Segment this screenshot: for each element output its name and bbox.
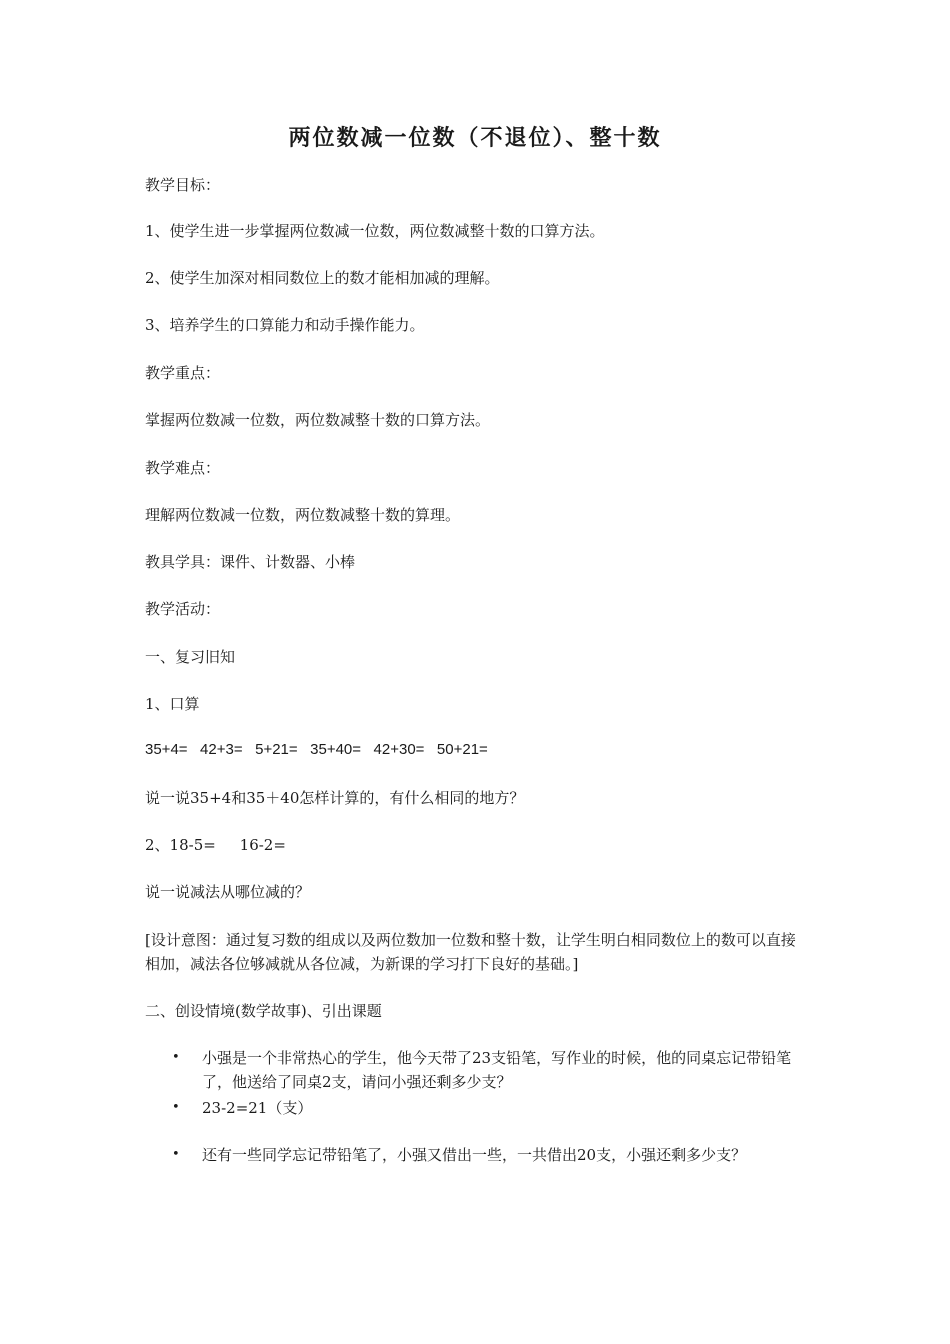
section-1-heading: 一、复习旧知 [145,648,236,666]
section-2-heading: 二、创设情境(数学故事)、引出课题 [145,1002,382,1020]
key-text: 掌握两位数减一位数，两位数减整十数的口算方法。 [145,411,491,429]
goal-3: 3、培养学生的口算能力和动手操作能力。 [145,316,425,334]
list-item [172,1046,812,1096]
bullet-icon: • [172,1147,180,1162]
list-item [172,1143,812,1193]
oral-heading: 1、口算 [145,695,200,713]
key-heading: 教学重点： [145,364,221,382]
document-title: 两位数减一位数（不退位）、整十数 [288,126,662,151]
design-intent: [设计意图：通过复习数的组成以及两位数加一位数和整十数，让学生明白相同数位上的数可以直接相加，减法各位够减就从各位减，为新课的学习打下良好的基础。] [145,931,796,973]
oral-exercises: 35+4= 42+3= 5+21= 35+40= 42+30= 50+21= [145,741,488,758]
difficulty-text: 理解两位数减一位数，两位数减整十数的算理。 [145,506,461,524]
list-item [172,1096,812,1122]
list-item-text: 小强是一个非常热心的学生，他今天带了23支铅笔，写作业的时候，他的同桌忘记带铅笔了，他送给了同桌2支，请问小强还剩多少支？ [202,1049,792,1091]
subtraction-exercises: 2、18-5= 16-2= [145,836,286,854]
list-item-text: 还有一些同学忘记带铅笔了，小强又借出一些，一共借出20支，小强还剩多少支？ [202,1146,747,1164]
list-item-text: 23-2=21（支） [202,1099,313,1117]
bullet-icon: • [172,1050,180,1065]
oral-question: 说一说35+4和35＋40怎样计算的，有什么相同的地方？ [145,789,525,807]
goals-heading: 教学目标： [145,176,221,194]
tools-line: 教具学具：课件、计数器、小棒 [145,553,356,571]
goal-2: 2、使学生加深对相同数位上的数才能相加减的理解。 [145,269,500,287]
bullet-icon: • [172,1100,180,1115]
activities-heading: 教学活动： [145,600,221,618]
goal-1: 1、使学生进一步掌握两位数减一位数，两位数减整十数的口算方法。 [145,222,605,240]
difficulty-heading: 教学难点： [145,459,221,477]
subtraction-question: 说一说减法从哪位减的？ [145,883,311,901]
